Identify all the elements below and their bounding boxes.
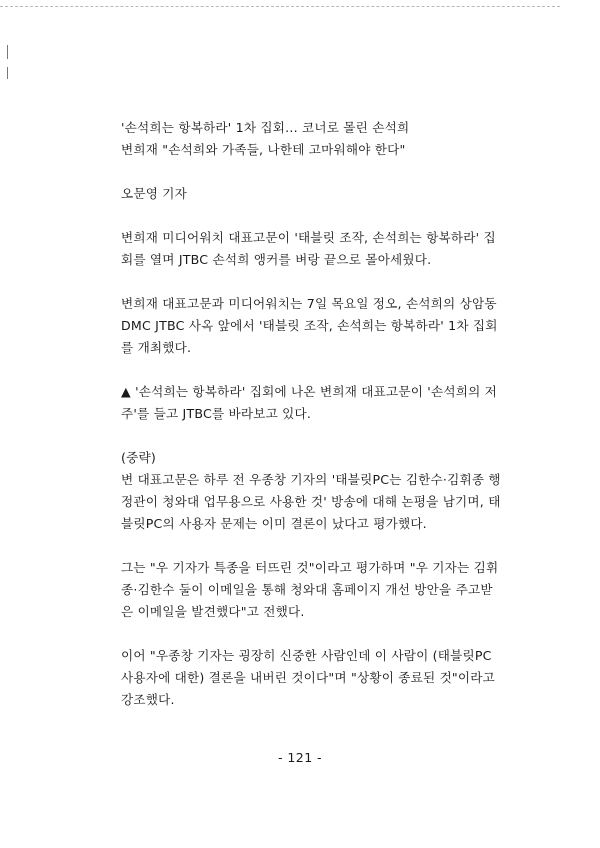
paragraph-line: 주'를 들고 JTBC를 바라보고 있다. bbox=[121, 406, 312, 421]
paragraph bbox=[121, 645, 513, 711]
paragraph-line: 변희재 대표고문과 미디어워치는 7일 목요일 정오, 손석희의 상암동 bbox=[121, 296, 497, 311]
paragraph-line: 이어 "우종창 기자는 굉장히 신중한 사람인데 이 사람이 (태블릿PC bbox=[121, 648, 492, 663]
paragraph bbox=[121, 557, 513, 623]
paragraph bbox=[121, 293, 513, 359]
paragraph-line: 은 이메일을 발견했다"고 전했다. bbox=[121, 604, 305, 619]
title-line: 변희재 "손석희와 가족들, 나한테 고마워해야 한다" bbox=[121, 142, 406, 157]
document-body bbox=[121, 117, 513, 711]
photo-caption bbox=[121, 381, 513, 425]
paragraph-line: 강조했다. bbox=[121, 692, 175, 707]
margin-mark bbox=[7, 67, 8, 79]
top-scan-rule bbox=[0, 6, 560, 7]
paragraph-line: 를 개최했다. bbox=[121, 340, 192, 355]
paragraph-line: 변 대표고문은 하루 전 우종창 기자의 '태블릿PC는 김한수·김휘종 행 bbox=[121, 472, 501, 487]
paragraph-line: 변희재 미디어워치 대표고문이 '태블릿 조작, 손석희는 항복하라' 집 bbox=[121, 230, 496, 245]
article-title bbox=[121, 117, 513, 161]
omitted-note: (중략) bbox=[121, 450, 156, 465]
byline: 오문영 기자 bbox=[121, 186, 188, 201]
paragraph-line: ▲ '손석희는 항복하라' 집회에 나온 변희재 대표고문이 '손석희의 저 bbox=[121, 384, 498, 399]
paragraph bbox=[121, 227, 513, 271]
title-line: '손석희는 항복하라' 1차 집회... 코너로 몰린 손석희 bbox=[121, 120, 410, 135]
paragraph-line: 정관이 청와대 업무용으로 사용한 것' 방송에 대해 논평을 남기며, 태 bbox=[121, 494, 501, 509]
paragraph-line: 블릿PC의 사용자 문제는 이미 결론이 났다고 평가했다. bbox=[121, 516, 427, 531]
paragraph-line: 그는 "우 기자가 특종을 터뜨린 것"이라고 평가하며 "우 기자는 김휘 bbox=[121, 560, 499, 575]
margin-mark bbox=[7, 45, 8, 59]
paragraph-line: DMC JTBC 사옥 앞에서 '태블릿 조작, 손석희는 항복하라' 1차 집회 bbox=[121, 318, 498, 333]
page-number: - 121 - bbox=[278, 750, 322, 765]
paragraph bbox=[121, 447, 513, 535]
paragraph-line: 종·김한수 둘이 이메일을 통해 청와대 홈페이지 개선 방안을 주고받 bbox=[121, 582, 493, 597]
paragraph-line: 사용자에 대한) 결론을 내버린 것이다"며 "상황이 종료된 것"이라고 bbox=[121, 670, 496, 685]
paragraph-line: 회를 열며 JTBC 손석희 앵커를 벼랑 끝으로 몰아세웠다. bbox=[121, 252, 432, 267]
